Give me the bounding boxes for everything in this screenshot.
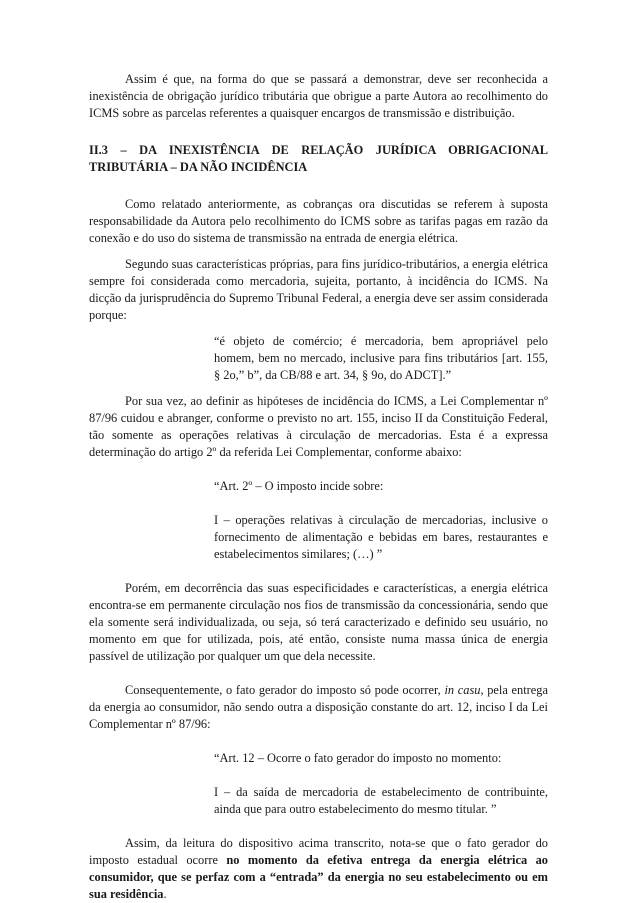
fato-gerador-text-a: Consequentemente, o fato gerador do imposto só pode ocorrer, [125, 683, 445, 697]
paragraph-intro: Assim é que, na forma do que se passará a demonstrar, deve ser reconhecida a inexistência de obrigação jurídico tributária que obrigue a parte Autora ao recolhimento do ICMS sobre as parcelas referentes a quaisquer encargos de transmissão e distribuição. [89, 72, 548, 120]
paragraph-lei-complementar: Por sua vez, ao definir as hipóteses de incidência do ICMS, a Lei Complementar nº 87/96 cuidou e abranger, conforme o previsto no art. 155, inciso II da Constituição Federal, tão somente as operações relativas à circulação de mercadorias. Esta é a expressa determinação do artigo 2º da referida Lei Complementar, conforme abaixo: [89, 394, 548, 459]
fato-gerador-text-b: , pela entrega da energia ao consumidor, não sendo outra a disposição constante do art. 12, inciso I da Lei Complementar nº 87/96: [89, 683, 548, 731]
paragraph-relatado: Como relatado anteriormente, as cobranças ora discutidas se referem à suposta responsabilidade da Autora pelo recolhimento do ICMS sobre as tarifas pagas em razão da conexão e do uso do sistema de transmissão na entrada de energia elétrica. [89, 197, 548, 245]
quote-stf: “é objeto de comércio; é mercadoria, bem apropriável pelo homem, bem no mercado, inclusive para fins tributários [art. 155, § 2o,” b”, da CB/88 e art. 34, § 9o, do ADCT].” [214, 334, 548, 382]
paragraph-especificidades: Porém, em decorrência das suas especificidades e características, a energia elétrica encontra-se em permanente circulação nos fios de transmissão da concessionária, sendo que ela somente será individualizada, ou seja, só terá caracterizado e definido seu usuário, no momento em que for utilizada, pois, até então, consiste numa massa única de energia passível de utilização por qualquer um que dela necessite. [89, 581, 548, 663]
paragraph-fato-gerador [89, 682, 548, 733]
paragraph-caracteristicas: Segundo suas características próprias, para fins jurídico-tributários, a energia elétrica sempre foi considerada como mercadoria, sujeita, portanto, à incidência do ICMS. Na dicção da jurisprudência do Supremo Tribunal Federal, a energia deve ser assim considerada porque: [89, 257, 548, 322]
quote-art2-inciso: I – operações relativas à circulação de mercadorias, inclusive o fornecimento de alimentação e bebidas em bares, restaurantes e estabelecimentos similares; (…) ” [214, 513, 548, 561]
conclusao-text-b: . [163, 887, 167, 901]
quote-art2-head: “Art. 2º – O imposto incide sobre: [214, 479, 384, 493]
section-heading: II.3 – DA INEXISTÊNCIA DE RELAÇÃO JURÍDICA OBRIGACIONAL TRIBUTÁRIA – DA NÃO INCIDÊNCIA [89, 143, 548, 174]
paragraph-conclusao [89, 835, 548, 903]
quote-art12-inciso: I – da saída de mercadoria de estabelecimento de contribuinte, ainda que para outro estabelecimento do mesmo titular. ” [214, 785, 548, 816]
in-casu-italic: in casu [444, 683, 481, 697]
conclusao-bold: no momento da efetiva entrega da energia elétrica ao consumidor, que se perfaz com a “entrada” da energia no seu estabelecimento ou em sua residência [89, 853, 548, 901]
conclusao-text-a: Assim, da leitura do dispositivo acima transcrito, nota-se que o fato gerador do imposto estadual ocorre [89, 836, 548, 867]
quote-art12-head: “Art. 12 – Ocorre o fato gerador do imposto no momento: [214, 751, 502, 765]
